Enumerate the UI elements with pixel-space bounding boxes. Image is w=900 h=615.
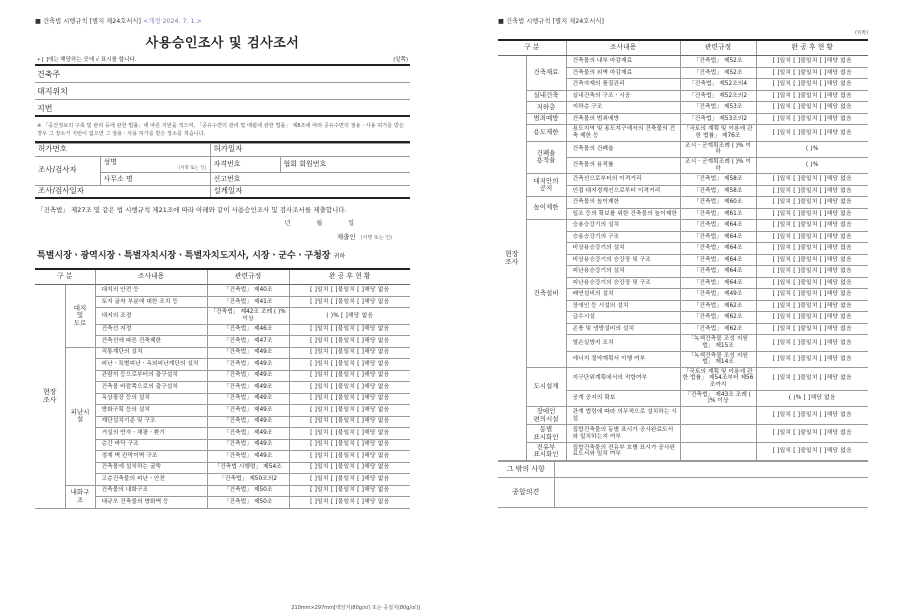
completion-status[interactable]: [ ]일치 [ ]불일치 [ ]해당 없음	[289, 439, 410, 451]
inspection-row	[35, 285, 410, 297]
completion-status[interactable]: [ ]일치 [ ]불일치 [ ]해당 없음	[756, 67, 868, 79]
related-regulation: 「건축법」 제43조 조례 ( )% 이상	[680, 390, 756, 406]
category-label: 대지 및 도로	[65, 285, 95, 347]
related-regulation: 「국토의 계획 및 이용에 관한 법률」 제54조부터 제56조까지	[680, 367, 756, 390]
completion-status[interactable]: [ ]일치 [ ]불일치 [ ]해당 없음	[756, 208, 868, 220]
inspection-item: 피난용승강기의 승강장 및 구조	[566, 277, 680, 289]
completion-status[interactable]: [ ]일치 [ ]불일치 [ ]해당 없음	[756, 125, 868, 141]
related-regulation: 「건축법」 제49조	[207, 428, 289, 440]
related-regulation: 「건축법」 제58조	[680, 185, 756, 197]
category-label: 장애인 편의시설	[526, 407, 566, 425]
category-label: 건축재료	[526, 56, 566, 91]
inspection-item: 건축물의 내부 마감재료	[566, 56, 680, 68]
check-guide	[35, 57, 410, 66]
completion-status[interactable]: [ ]일치 [ ]불일치 [ ]해당 없음	[289, 416, 410, 428]
inspection-row	[498, 125, 868, 141]
related-regulation: 「건축법 시행령」 제54조	[207, 462, 289, 474]
form-page-back	[450, 0, 900, 615]
completion-status[interactable]: [ ]일치 [ ]불일치 [ ]해당 없음	[756, 79, 868, 91]
related-regulation: 「건축법」 제50조	[207, 497, 289, 509]
inspection-row	[498, 442, 868, 460]
inspection-item: 건축물의 용적률	[566, 157, 680, 173]
inspection-item: 피난용승강기의 설치	[566, 266, 680, 278]
submitter-signature[interactable]: 제출인 (서명 또는 인)	[336, 232, 392, 241]
inspection-item: 집합건축물의 전유부 호별 표시가 공사완료도서와 일치 여부	[566, 442, 680, 460]
inspection-row	[498, 407, 868, 425]
submission-date[interactable]: 년월일	[284, 219, 380, 227]
inspection-item: 계단설치기준 및 구조	[95, 416, 207, 428]
inspection-item: 대규모 건축물의 방화벽 등	[95, 497, 207, 509]
permit-date-field[interactable]: 허가일자	[210, 143, 410, 156]
category-label: 실내건축	[526, 90, 566, 102]
related-regulation: 「건축법」 제58조	[680, 174, 756, 186]
related-regulation: 「건축법」 제49조	[207, 439, 289, 451]
completion-status[interactable]: [ ]일치 [ ]불일치 [ ]해당 없음	[756, 102, 868, 114]
assoc-no-field[interactable]: 협회 회원번호	[280, 156, 410, 172]
completion-status[interactable]: [ ]일치 [ ]불일치 [ ]해당 없음	[289, 382, 410, 394]
inspection-item: 옥상광장 등의 설치	[95, 393, 207, 405]
inspection-item: 지구단위계획에서의 적합여부	[566, 367, 680, 390]
category-label: 내화구조	[65, 485, 95, 508]
related-regulation	[680, 425, 756, 443]
related-regulation: 「국토의 계획 및 이용에 관한 법률」 제76조	[680, 125, 756, 141]
completion-status[interactable]: [ ]일치 [ ]불일치 [ ]해당 없음	[289, 485, 410, 497]
completion-status[interactable]: [ ]일치 [ ]불일치 [ ]해당 없음	[289, 285, 410, 297]
completion-status[interactable]: [ ]일치 [ ]불일치 [ ]해당 없음	[756, 323, 868, 335]
category-label: 건폐율 용적율	[526, 141, 566, 174]
form-header-note	[35, 18, 410, 25]
inspection-item: 인접 대지경계선으로부터 이격거리	[566, 185, 680, 197]
category-label: 지하층	[526, 102, 566, 114]
page-number: (뒤쪽)	[498, 31, 868, 41]
completion-status[interactable]: ( )%	[756, 157, 868, 173]
completion-status[interactable]: [ ]일치 [ ]불일치 [ ]해당 없음	[756, 351, 868, 367]
related-regulation: 「건축법」 제47조	[207, 336, 289, 348]
inspection-item: 건축물의 내화구조	[95, 485, 207, 497]
inspection-item: 건축물의 건폐율	[566, 141, 680, 157]
related-regulation: 「건축법」 제42조 조례 ( )% 이상	[207, 308, 289, 324]
category-label: 범죄예방	[526, 113, 566, 125]
completion-status[interactable]: [ ]일치 [ ]불일치 [ ]해당 없음	[756, 425, 868, 443]
inspector-name-field[interactable]: 성명 (서명 또는 인)	[100, 156, 210, 172]
related-regulation: 「건축법」 제49조	[680, 289, 756, 301]
header-marker: ■	[35, 18, 41, 25]
inspection-item: 토지 굴착 부분에 대한 조치 등	[95, 296, 207, 308]
inspection-row	[35, 485, 410, 497]
header-marker: ■	[498, 18, 504, 25]
related-regulation: 「건축법」 제52조의4	[680, 79, 756, 91]
inspection-item: 일조 등의 확보를 위한 건축물의 높이제한	[566, 208, 680, 220]
inspection-item: 건축물의 범죄예방	[566, 113, 680, 125]
completion-status[interactable]: ( )% [ ]해당 없음	[756, 390, 868, 406]
basic-info-row[interactable]: 지번	[35, 100, 410, 117]
col-regulation: 관련규정	[680, 41, 756, 56]
completion-status[interactable]: [ ]일치 [ ]불일치 [ ]해당 없음	[756, 442, 868, 460]
completion-status[interactable]: [ ]일치 [ ]불일치 [ ]해당 없음	[756, 243, 868, 255]
section-label: 현장 조사	[35, 285, 65, 508]
completion-status[interactable]: [ ]일치 [ ]불일치 [ ]해당 없음	[756, 113, 868, 125]
completion-status[interactable]: [ ]일치 [ ]불일치 [ ]해당 없음	[289, 370, 410, 382]
inspection-item: 관계 법령에 따라 의무적으로 설치하는 시설	[566, 407, 680, 425]
page-number: (앞쪽)	[393, 57, 408, 64]
inspection-item: 비상용승강기의 설치	[566, 243, 680, 255]
inspection-row	[35, 347, 410, 359]
inspection-item: 배연설비의 설치	[566, 289, 680, 301]
completion-status[interactable]: [ ]일치 [ ]불일치 [ ]해당 없음	[756, 231, 868, 243]
completion-status[interactable]: [ ]일치 [ ]불일치 [ ]해당 없음	[289, 324, 410, 336]
completion-status[interactable]: [ ]일치 [ ]불일치 [ ]해당 없음	[756, 289, 868, 301]
header-revision: <개정 2024. 7. 1.>	[143, 18, 202, 25]
related-regulation	[680, 407, 756, 425]
paper-spec: 210mm×297mm[백상지(80g/㎡) 또는 중질지(80g/㎡)]	[291, 605, 420, 612]
related-regulation: 「건축법」 제64조	[680, 220, 756, 232]
overall-opinion-label: 종합의견	[498, 477, 554, 507]
inspection-item: 층간 바닥 구조	[95, 439, 207, 451]
col-result: 완 공 후 현 황	[289, 270, 410, 285]
col-section: 구 분	[35, 270, 95, 285]
inspection-item: 공개 공지의 확보	[566, 390, 680, 406]
category-label: 도시설계	[526, 367, 566, 406]
related-regulation: 「건축법」 제49조	[207, 451, 289, 463]
related-regulation: 「건축법」 제64조	[680, 243, 756, 255]
info-table	[35, 143, 410, 200]
addressee: 특별시장ㆍ광역시장ㆍ특별자치시장ㆍ특별자치도지사, 시장ㆍ군수ㆍ구청장 귀하	[35, 241, 410, 269]
inspector-label: 조사/검사자	[35, 156, 100, 185]
related-regulation: 「녹색건축물 조성 지원법」 제15조	[680, 335, 756, 351]
inspection-item: 건축물 바깥쪽으로의 출구설치	[95, 382, 207, 394]
inspection-item: 대지의 조경	[95, 308, 207, 324]
design-date-field[interactable]: 설계일자	[210, 185, 410, 198]
col-content: 조사내용	[95, 270, 207, 285]
category-label: 높이제한	[526, 197, 566, 220]
other-matters-label: 그 밖의 사항	[498, 461, 554, 477]
declaration-text: 「건축법」 제27조 및 같은 법 시행규칙 제21조에 따라 아래와 같이 사용승인조사 및 검사조서를 제출합니다.	[37, 206, 347, 215]
completion-status[interactable]: [ ]일치 [ ]불일치 [ ]해당 없음	[756, 407, 868, 425]
completion-status[interactable]: [ ]일치 [ ]불일치 [ ]해당 없음	[756, 254, 868, 266]
completion-status[interactable]: [ ]일치 [ ]불일치 [ ]해당 없음	[756, 90, 868, 102]
related-regulation: 「건축법」 제40조	[207, 285, 289, 297]
category-label: 전유부 표시화인	[526, 442, 566, 460]
related-regulation: 「건축법」 제62조	[680, 323, 756, 335]
completion-status[interactable]: [ ]일치 [ ]불일치 [ ]해당 없음	[289, 474, 410, 486]
inspection-item: 급수시설	[566, 312, 680, 324]
inspection-item: 경계 벽 칸막이벽 구조	[95, 451, 207, 463]
col-content: 조사내용	[566, 41, 680, 56]
inspection-item: 건축자재의 품질관리	[566, 79, 680, 91]
inspection-row	[498, 197, 868, 209]
inspection-item: 대지의 안전 등	[95, 285, 207, 297]
related-regulation: 「건축법」 제61조	[680, 208, 756, 220]
inspect-date-field[interactable]: 조사/검사일자	[35, 185, 210, 198]
inspection-item: 건축선으로부터의 이격거리	[566, 174, 680, 186]
inspection-item: 온풍 및 냉방설비의 설치	[566, 323, 680, 335]
completion-status[interactable]: ( )% [ ]해당 없음	[289, 308, 410, 324]
completion-status[interactable]: [ ]일치 [ ]불일치 [ ]해당 없음	[756, 174, 868, 186]
related-regulation: 「건축법」 제46조	[207, 324, 289, 336]
inspection-item: 지하층 구조	[566, 102, 680, 114]
inspection-item: 건축선 지정	[95, 324, 207, 336]
inspection-item: 열손실방지 조치	[566, 335, 680, 351]
inspection-row	[498, 174, 868, 186]
related-regulation: 「건축법」 제60조	[680, 197, 756, 209]
completion-status[interactable]: [ ]일치 [ ]불일치 [ ]해당 없음	[289, 296, 410, 308]
completion-status[interactable]: [ ]일치 [ ]불일치 [ ]해당 없음	[289, 405, 410, 417]
completion-status[interactable]: [ ]일치 [ ]불일치 [ ]해당 없음	[756, 277, 868, 289]
inspection-item: 고층건축물의 피난ㆍ안전	[95, 474, 207, 486]
inspection-item: 장애인 등 시설의 설치	[566, 300, 680, 312]
related-regulation: 「건축법」 제49조	[207, 382, 289, 394]
inspection-item: 집합건축물의 동별 표시가 공사완료도서와 일치하는지 여부	[566, 425, 680, 443]
category-label: 대지안의 공지	[526, 174, 566, 197]
completion-status[interactable]: [ ]일치 [ ]불일치 [ ]해당 없음	[289, 336, 410, 348]
related-regulation: 「건축법」 제49조	[207, 405, 289, 417]
completion-status[interactable]: [ ]일치 [ ]불일치 [ ]해당 없음	[756, 312, 868, 324]
completion-status[interactable]: [ ]일치 [ ]불일치 [ ]해당 없음	[289, 497, 410, 509]
related-regulation: 「건축법」 제52조	[680, 56, 756, 68]
legal-note: ※ 「공간정보의 구축 및 관리 등에 관한 법률」에 따른 지번을 적으며, 「공유수면의 관리 및 매립에 관한 법률」 제8조에 따라 공유수면의 점용ㆍ사용 허가를 받은 경우 그 장소가 지번이 없으면 그 점용ㆍ사용 허가를 받은 장소를 적습니다.	[35, 117, 410, 142]
remarks-table	[498, 461, 868, 508]
permit-no-field[interactable]: 허가번호	[35, 143, 210, 156]
category-label: 용도제한	[526, 125, 566, 141]
related-regulation	[680, 442, 756, 460]
completion-status[interactable]: [ ]일치 [ ]불일치 [ ]해당 없음	[289, 451, 410, 463]
overall-opinion-field[interactable]	[554, 477, 868, 507]
report-no-field[interactable]: 신고번호	[210, 172, 410, 185]
inspection-row	[498, 102, 868, 114]
inspection-row	[498, 220, 868, 232]
inspection-table-front	[35, 270, 410, 509]
category-label: 피난시설	[65, 347, 95, 485]
related-regulation: 「건축법」 제41조	[207, 296, 289, 308]
inspection-item: 관람석 등으로부터의 출구설치	[95, 370, 207, 382]
completion-status[interactable]: [ ]일치 [ ]불일치 [ ]해당 없음	[756, 300, 868, 312]
inspection-item: 건축물의 외벽 마감재료	[566, 67, 680, 79]
inspection-row	[498, 425, 868, 443]
completion-status[interactable]: [ ]일치 [ ]불일치 [ ]해당 없음	[289, 359, 410, 371]
related-regulation: 「건축법」 제53조	[680, 102, 756, 114]
related-regulation: 「건축법」 제49조	[207, 347, 289, 359]
inspection-item: 승용승강기의 구조	[566, 231, 680, 243]
col-result: 완 공 후 현 황	[756, 41, 868, 56]
inspection-row	[498, 141, 868, 157]
inspection-item: 건축선에 따른 건축제한	[95, 336, 207, 348]
related-regulation: 「건축법」 제49조	[207, 416, 289, 428]
completion-status[interactable]: [ ]일치 [ ]불일치 [ ]해당 없음	[289, 347, 410, 359]
inspection-row	[498, 113, 868, 125]
related-regulation: 「건축법」 제52조의2	[680, 90, 756, 102]
basic-info-rows	[35, 66, 410, 117]
inspection-item: 용도지역 및 용도지구에서의 건축물의 건축 제한 등	[566, 125, 680, 141]
related-regulation: 「건축법」 제49조	[207, 370, 289, 382]
basic-info-row[interactable]: 대지위치	[35, 83, 410, 100]
related-regulation: 「건축법」 제53조의2	[680, 113, 756, 125]
related-regulation: 「건축법」 제50조의2	[207, 474, 289, 486]
completion-status[interactable]: [ ]일치 [ ]불일치 [ ]해당 없음	[289, 393, 410, 405]
related-regulation: 「건축법」 제49조	[207, 359, 289, 371]
other-matters-field[interactable]	[554, 461, 868, 477]
completion-status[interactable]: [ ]일치 [ ]불일치 [ ]해당 없음	[756, 197, 868, 209]
header-regulation: 건축법 시행규칙 [별지 제24호서식]	[505, 18, 604, 25]
basic-info-row[interactable]: 건축주	[35, 66, 410, 83]
form-header-note	[498, 18, 868, 25]
category-label: 동별 표시화인	[526, 425, 566, 443]
check-note: • [ ]에는 해당하는 곳에 √ 표시를 합니다.	[37, 57, 137, 64]
inspection-row	[498, 56, 868, 68]
related-regulation: 「건축법」 제64조	[680, 277, 756, 289]
inspection-item: 건축물에 설치하는 굴뚝	[95, 462, 207, 474]
inspection-row	[498, 90, 868, 102]
completion-status[interactable]: [ ]일치 [ ]불일치 [ ]해당 없음	[756, 185, 868, 197]
completion-status[interactable]: [ ]일치 [ ]불일치 [ ]해당 없음	[756, 56, 868, 68]
completion-status[interactable]: [ ]일치 [ ]불일치 [ ]해당 없음	[756, 367, 868, 390]
category-label: 건축설비	[526, 220, 566, 368]
completion-status[interactable]: [ ]일치 [ ]불일치 [ ]해당 없음	[289, 462, 410, 474]
completion-status[interactable]: ( )%	[756, 141, 868, 157]
related-regulation: 「건축법」 제62조	[680, 300, 756, 312]
related-regulation: 「건축법」 제64조	[680, 266, 756, 278]
inspection-item: 거실의 반자ㆍ채광ㆍ환기	[95, 428, 207, 440]
inspection-table-back	[498, 41, 868, 461]
header-regulation: 건축법 시행규칙 [별지 제24호서식]	[42, 18, 141, 25]
section-label: 현장 조사	[498, 56, 526, 461]
inspection-item: 건축물의 높이제한	[566, 197, 680, 209]
related-regulation: 「건축법」 제50조	[207, 485, 289, 497]
license-no-field[interactable]: 자격번호	[210, 156, 280, 172]
inspection-item: 방화구획 등의 설치	[95, 405, 207, 417]
inspection-row	[498, 367, 868, 390]
completion-status[interactable]: [ ]일치 [ ]불일치 [ ]해당 없음	[756, 335, 868, 351]
completion-status[interactable]: [ ]일치 [ ]불일치 [ ]해당 없음	[756, 220, 868, 232]
inspection-item: 실내건축의 구조ㆍ시공	[566, 90, 680, 102]
inspection-item: 비상용승강기의 승강장 및 구조	[566, 254, 680, 266]
inspection-item: 에너지 절약계획서 이행 여부	[566, 351, 680, 367]
inspection-item: 피난ㆍ특별피난ㆍ옥외피난계단의 설치	[95, 359, 207, 371]
form-title: 사용승인조사 및 검사조서	[145, 36, 300, 52]
office-name-field[interactable]: 사무소 명	[100, 172, 210, 185]
related-regulation: 「건축법」 제49조	[207, 393, 289, 405]
related-regulation: 「건축법」 제62조	[680, 312, 756, 324]
completion-status[interactable]: [ ]일치 [ ]불일치 [ ]해당 없음	[289, 428, 410, 440]
related-regulation: 「건축법」 제64조	[680, 231, 756, 243]
col-regulation: 관련규정	[207, 270, 289, 285]
inspection-item: 직통계단의 설치	[95, 347, 207, 359]
related-regulation: 「건축법」 제52조	[680, 67, 756, 79]
related-regulation: 「녹색건축물 조성 지원법」 제14조	[680, 351, 756, 367]
related-regulation: 조시ㆍ군계획조례 ( )% 이하	[680, 157, 756, 173]
inspection-item: 승용승강기의 설치	[566, 220, 680, 232]
related-regulation: 조시ㆍ군계획조례 ( )% 이하	[680, 141, 756, 157]
completion-status[interactable]: [ ]일치 [ ]불일치 [ ]해당 없음	[756, 266, 868, 278]
col-section: 구 분	[498, 41, 566, 56]
related-regulation: 「건축법」 제64조	[680, 254, 756, 266]
